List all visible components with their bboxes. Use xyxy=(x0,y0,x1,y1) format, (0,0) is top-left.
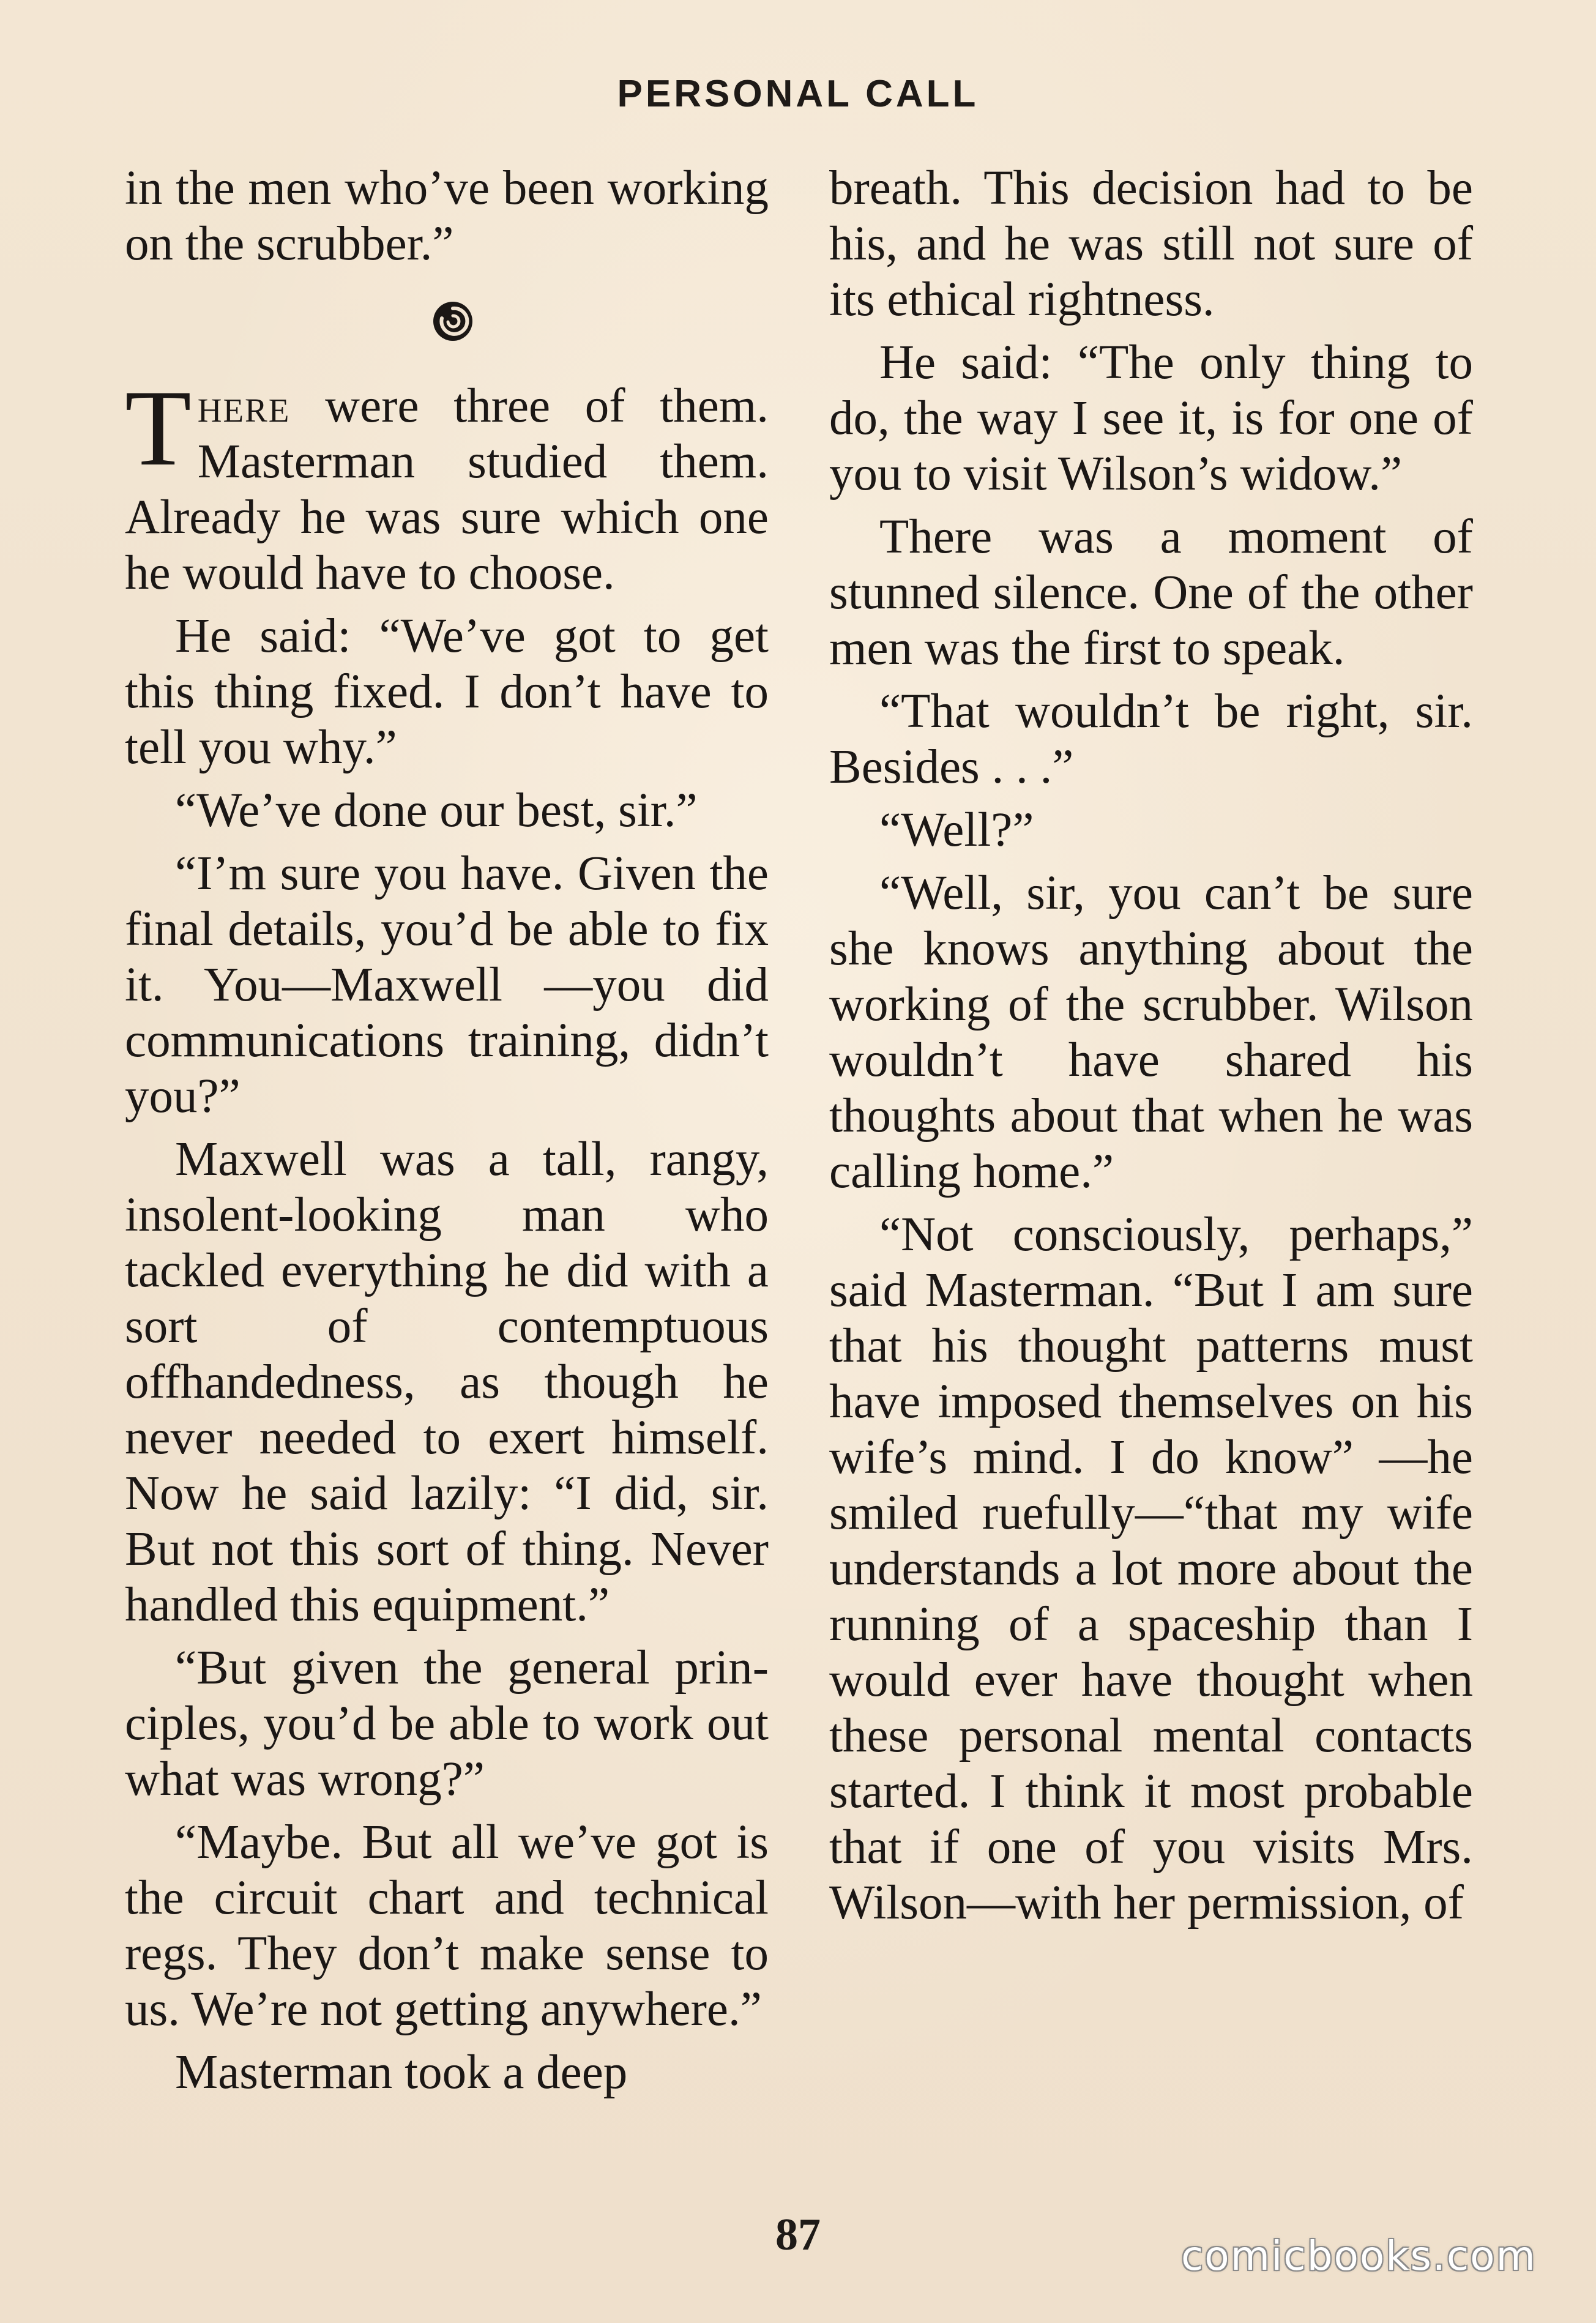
paragraph: He said: “The only thing to do, the way I see it, is for one of you to visit Wilson’s widow.” xyxy=(829,336,1473,501)
spiral-ornament-icon xyxy=(431,300,474,343)
paragraph: “That wouldn’t be right, sir. Besides . . .” xyxy=(829,685,1473,794)
paragraph: “I’m sure you have. Given the final details, you’d be able to fix it. You—Maxwell —you did communications training, didn’t you?” xyxy=(125,847,769,1123)
running-title: PERSONAL CALL xyxy=(617,73,979,115)
paragraph: “Well?” xyxy=(879,804,1034,857)
paragraph-text: were three of them. Masterman studied them. Already he was sure which one he would have to choose. xyxy=(125,379,769,600)
paragraph: breath. This decision had to be his, and he was still not sure of its ethical rightness. xyxy=(829,162,1473,326)
page-number: 87 xyxy=(775,2210,821,2260)
paragraph: “Maybe. But all we’ve got is the circuit chart and technical regs. They don’t make sense to us. We’re not getting anywhere.” xyxy=(125,1816,769,2036)
small-caps-lead: here xyxy=(197,379,291,433)
drop-cap: T xyxy=(125,367,192,488)
paragraph: He said: “We’ve got to get this thing fixed. I don’t have to tell you why.” xyxy=(125,610,769,774)
paragraph: Masterman took a deep xyxy=(175,2046,628,2099)
paragraph: “But given the general principles, you’d be able to work out what was wrong?” xyxy=(125,1641,769,1806)
paragraph: “Not consciously, perhaps,” said Masterman. “But I am sure that his thought patterns must have imposed themselves on his wife’s mind. I do know” —he smiled ruefully—“that my wife understands a lot more about the running of a spaceship than I would ever have thought when these personal mental contacts started. I think it most probable that if one of you visits Mrs. Wilson—with her permission, of xyxy=(829,1208,1473,1930)
paragraph: Maxwell was a tall, rangy, insolent-looking man who tackled everything he did with a sort of contemptuous offhandedness, as though he never needed to exert himself. Now he said lazily: “I did, sir. But not this sort of thing. Never handled this equipment.” xyxy=(125,1133,769,1631)
watermark: comicbooks.com xyxy=(1181,2232,1537,2280)
paragraph: There was a moment of stunned silence. One of the other men was the first to speak. xyxy=(829,510,1473,675)
left-column xyxy=(125,160,769,2100)
paragraph: “Well, sir, you can’t be sure she knows anything about the working of the scrubber. Wilson wouldn’t have shared his thoughts about that when he was calling home.” xyxy=(829,867,1473,1198)
paragraph: “We’ve done our best, sir.” xyxy=(175,784,698,837)
section-opening-paragraph xyxy=(125,367,769,601)
paragraph: in the men who’ve been working on the scrubber.” xyxy=(125,162,769,270)
right-column xyxy=(829,160,1473,1931)
